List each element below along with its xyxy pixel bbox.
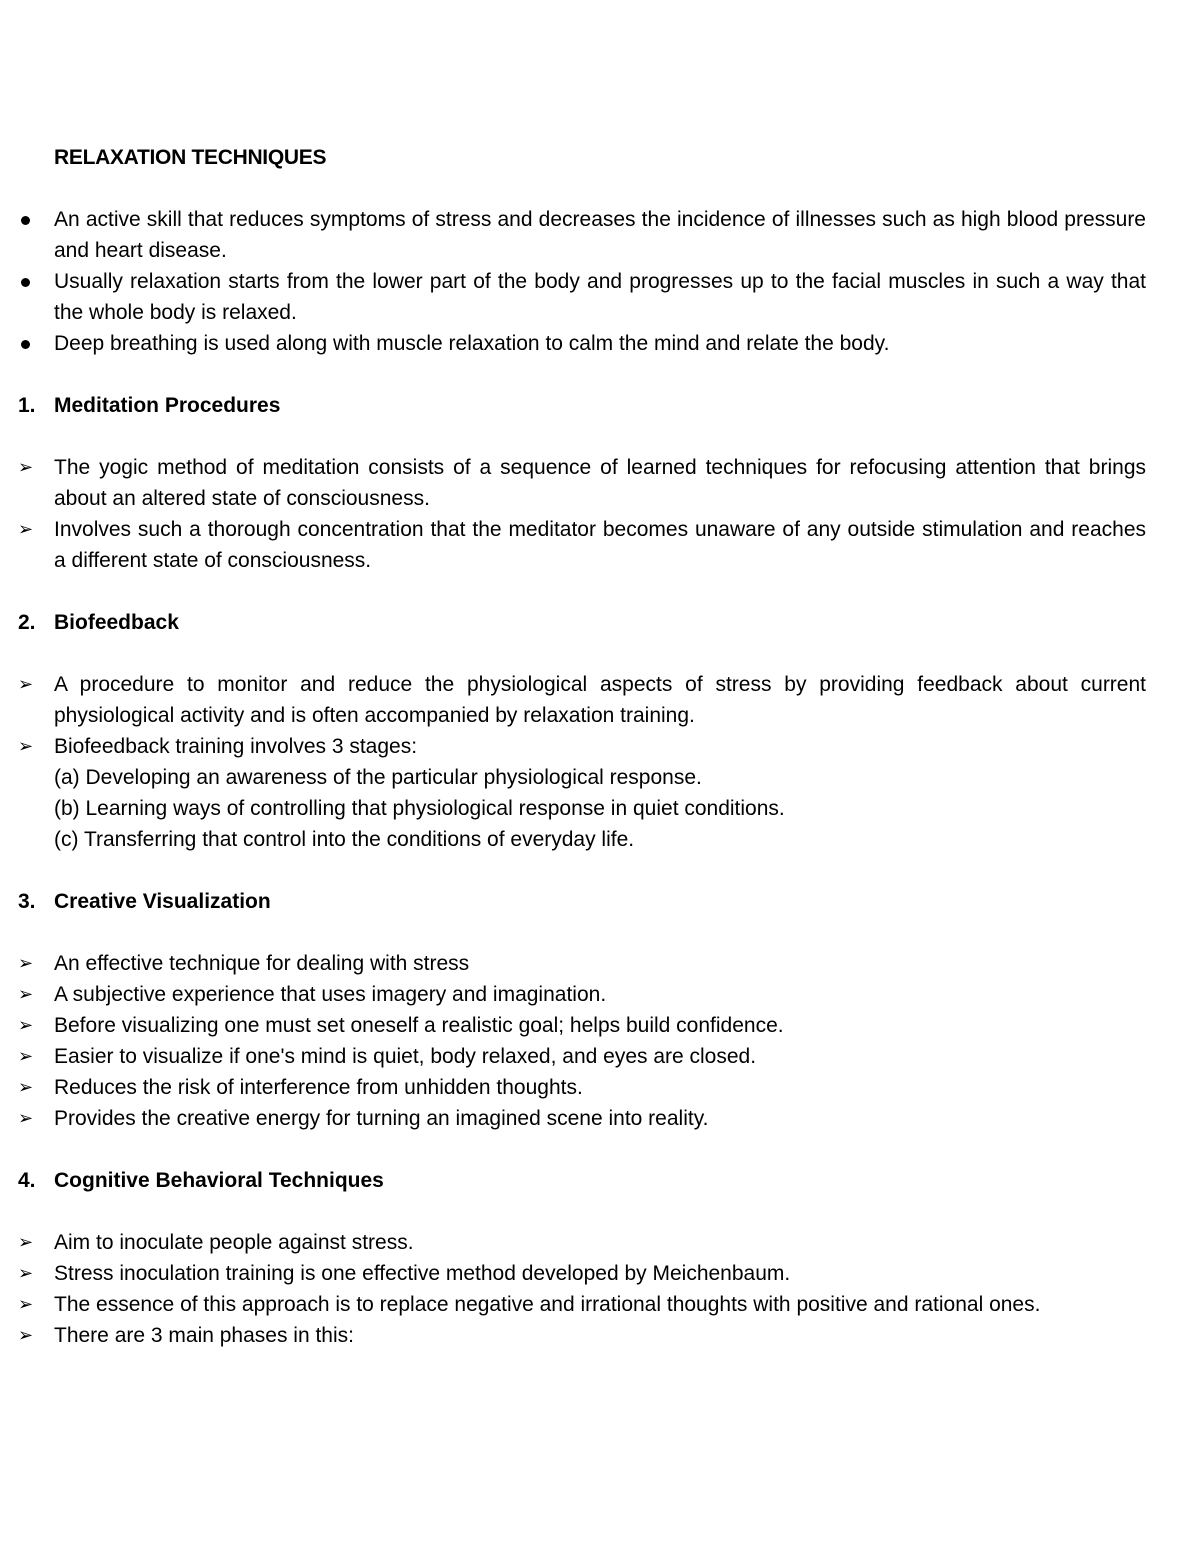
section-title: Creative Visualization — [54, 890, 271, 913]
list-item — [0, 1289, 1200, 1320]
list-item — [0, 1072, 1200, 1103]
list-item — [0, 266, 1200, 328]
arrowhead-bullet-icon: ➢ — [18, 1232, 34, 1253]
list-item — [0, 1320, 1200, 1351]
section-number: 1. — [18, 394, 36, 417]
list-item — [0, 328, 1200, 359]
section-title: Biofeedback — [54, 611, 179, 634]
stage-item: (c) Transferring that control into the conditions of everyday life. — [54, 828, 635, 851]
list-item-text: Easier to visualize if one's mind is quiet, body relaxed, and eyes are closed. — [54, 1045, 757, 1068]
list-item-text: Biofeedback training involves 3 stages: — [54, 735, 418, 758]
list-item-text: Provides the creative energy for turning an imagined scene into reality. — [54, 1107, 709, 1130]
section-list-creative-visualization — [0, 948, 1200, 1134]
list-item — [0, 1227, 1200, 1258]
list-item-text: An effective technique for dealing with stress — [54, 952, 470, 975]
arrowhead-bullet-icon: ➢ — [18, 1263, 34, 1284]
list-item-text: Reduces the risk of interference from unhidden thoughts. — [54, 1076, 583, 1099]
list-item — [0, 1258, 1200, 1289]
arrowhead-bullet-icon: ➢ — [18, 1108, 34, 1129]
list-item — [0, 452, 1200, 514]
section-number: 4. — [18, 1169, 36, 1192]
list-item-text: An active skill that reduces symptoms of stress and decreases the incidence of illnesses such as high blood pressure and heart disease. — [54, 208, 1146, 262]
section-title: Cognitive Behavioral Techniques — [54, 1169, 384, 1192]
arrowhead-bullet-icon: ➢ — [18, 984, 34, 1005]
section-number: 3. — [18, 890, 36, 913]
stage-item: (b) Learning ways of controlling that physiological response in quiet conditions. — [54, 797, 785, 820]
bullet-dot-icon — [18, 328, 42, 349]
list-item-text: Involves such a thorough concentration that the meditator becomes unaware of any outside stimulation and reaches a different state of consciousness. — [54, 518, 1146, 572]
section-heading-creative-visualization — [0, 886, 1200, 917]
list-item — [0, 731, 1200, 855]
list-item-text: Aim to inoculate people against stress. — [54, 1231, 414, 1254]
list-item — [0, 948, 1200, 979]
list-item — [0, 514, 1200, 576]
list-item-text: A procedure to monitor and reduce the physiological aspects of stress by providing feedback about current physiological activity and is often accompanied by relaxation training. — [54, 673, 1146, 727]
section-title: Meditation Procedures — [54, 394, 281, 417]
arrowhead-bullet-icon: ➢ — [18, 519, 34, 540]
list-item — [0, 1103, 1200, 1134]
list-item-text: The yogic method of meditation consists of a sequence of learned techniques for refocusing attention that brings about an altered state of consciousness. — [54, 456, 1146, 510]
section-list-cognitive-behavioral — [0, 1227, 1200, 1351]
list-item — [0, 204, 1200, 266]
section-heading-cognitive-behavioral — [0, 1165, 1200, 1196]
arrowhead-bullet-icon: ➢ — [18, 1077, 34, 1098]
list-item — [0, 1010, 1200, 1041]
list-item-text: Stress inoculation training is one effective method developed by Meichenbaum. — [54, 1262, 791, 1285]
section-list-biofeedback — [0, 669, 1200, 855]
list-item-text: A subjective experience that uses imagery and imagination. — [54, 983, 607, 1006]
section-heading-biofeedback — [0, 607, 1200, 638]
arrowhead-bullet-icon: ➢ — [18, 674, 34, 695]
arrowhead-bullet-icon: ➢ — [18, 1015, 34, 1036]
document-title: RELAXATION TECHNIQUES — [54, 146, 327, 169]
list-item-text: Usually relaxation starts from the lower part of the body and progresses up to the facial muscles in such a way that the whole body is relaxed. — [54, 270, 1146, 324]
section-heading-meditation — [0, 390, 1200, 421]
arrowhead-bullet-icon: ➢ — [18, 1325, 34, 1346]
list-item — [0, 979, 1200, 1010]
list-item — [0, 1041, 1200, 1072]
intro-bullet-list — [0, 204, 1200, 359]
arrowhead-bullet-icon: ➢ — [18, 1046, 34, 1067]
arrowhead-bullet-icon: ➢ — [18, 1294, 34, 1315]
list-item-text: Deep breathing is used along with muscle relaxation to calm the mind and relate the body. — [54, 332, 890, 355]
list-item-text: Before visualizing one must set oneself a realistic goal; helps build confidence. — [54, 1014, 784, 1037]
arrowhead-bullet-icon: ➢ — [18, 736, 34, 757]
arrowhead-bullet-icon: ➢ — [18, 953, 34, 974]
section-number: 2. — [18, 611, 36, 634]
arrowhead-bullet-icon: ➢ — [18, 457, 34, 478]
list-item-text: The essence of this approach is to replace negative and irrational thoughts with positive and rational ones. — [54, 1293, 1041, 1316]
stage-item: (a) Developing an awareness of the particular physiological response. — [54, 766, 702, 789]
list-item — [0, 669, 1200, 731]
list-item-text: There are 3 main phases in this: — [54, 1324, 354, 1347]
bullet-dot-icon — [18, 204, 42, 225]
section-list-meditation — [0, 452, 1200, 576]
bullet-dot-icon — [18, 266, 42, 287]
